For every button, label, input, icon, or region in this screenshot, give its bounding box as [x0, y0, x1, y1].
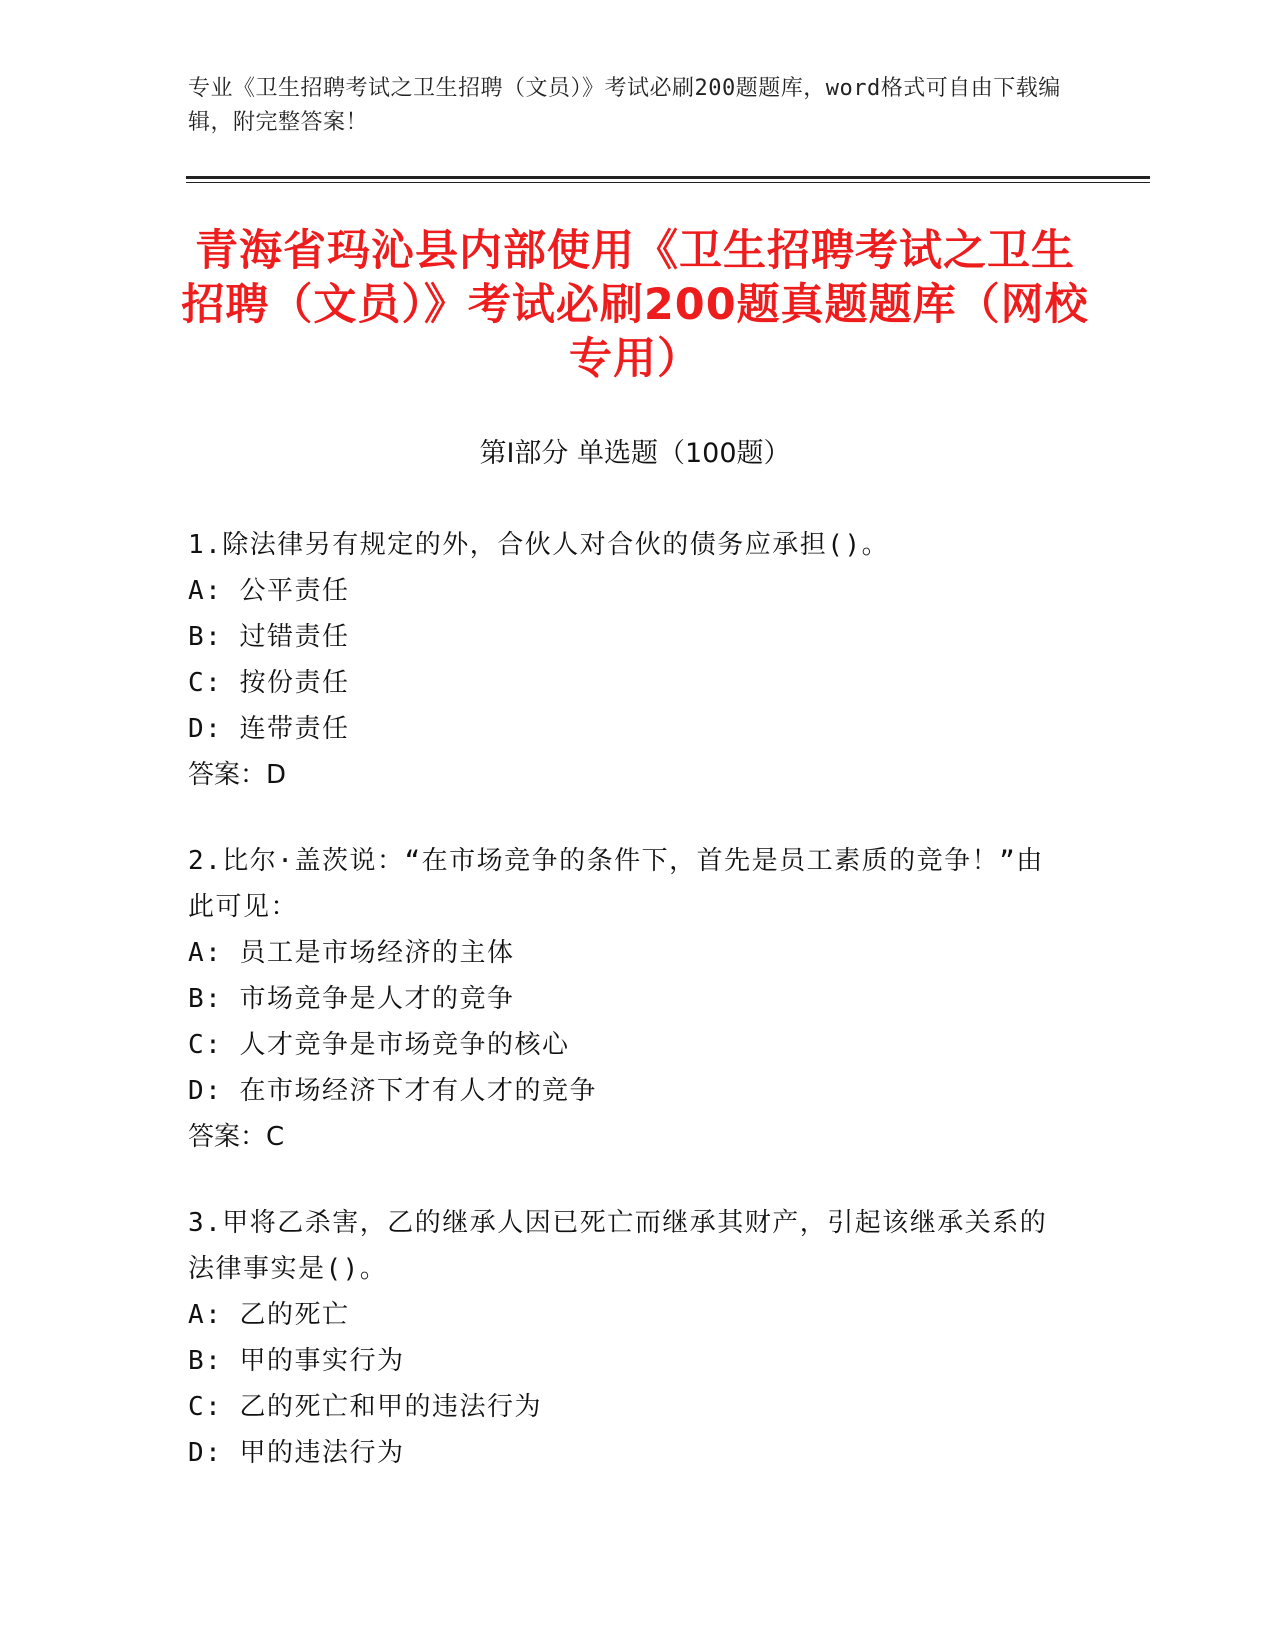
document-title: 青海省玛沁县内部使用《卫生招聘考试之卫生招聘（文员）》考试必刷200题真题题库（网校专用）: [181, 226, 1089, 384]
header-divider-thin: [186, 182, 1150, 183]
question-3: [188, 1200, 1068, 1476]
option-d: D: 连带责任: [188, 714, 350, 744]
option-a: A: 乙的死亡: [188, 1300, 350, 1330]
option-d: D: 在市场经济下才有人才的竞争: [188, 1076, 597, 1106]
question-stem: 3.甲将乙杀害，乙的继承人因已死亡而继承其财产，引起该继承关系的法律事实是()。: [188, 1208, 1048, 1284]
option-d: D: 甲的违法行为: [188, 1438, 405, 1468]
question-stem: 1.除法律另有规定的外，合伙人对合伙的债务应承担()。: [188, 530, 890, 560]
question-list: [188, 522, 1068, 1516]
question-stem: 2.比尔·盖茨说：“在市场竞争的条件下，首先是员工素质的竞争！”由此可见：: [188, 846, 1044, 922]
option-a: A: 员工是市场经济的主体: [188, 938, 515, 968]
question-2: [188, 838, 1068, 1160]
option-c: C: 按份责任: [188, 668, 350, 698]
question-1: [188, 522, 1068, 798]
header-divider-thick: [186, 176, 1150, 179]
option-b: B: 甲的事实行为: [188, 1346, 405, 1376]
option-a: A: 公平责任: [188, 576, 350, 606]
option-b: B: 过错责任: [188, 622, 350, 652]
option-b: B: 市场竞争是人才的竞争: [188, 984, 515, 1014]
answer-line: 答案：D: [188, 760, 287, 790]
option-c: C: 乙的死亡和甲的违法行为: [188, 1392, 542, 1422]
option-c: C: 人才竞争是市场竞争的核心: [188, 1030, 570, 1060]
header-note: 专业《卫生招聘考试之卫生招聘（文员）》考试必刷200题题库，word格式可自由下载编辑，附完整答案！: [188, 76, 1061, 135]
answer-line: 答案：C: [188, 1122, 285, 1152]
section-title: 第Ⅰ部分 单选题（100题）: [479, 438, 791, 469]
